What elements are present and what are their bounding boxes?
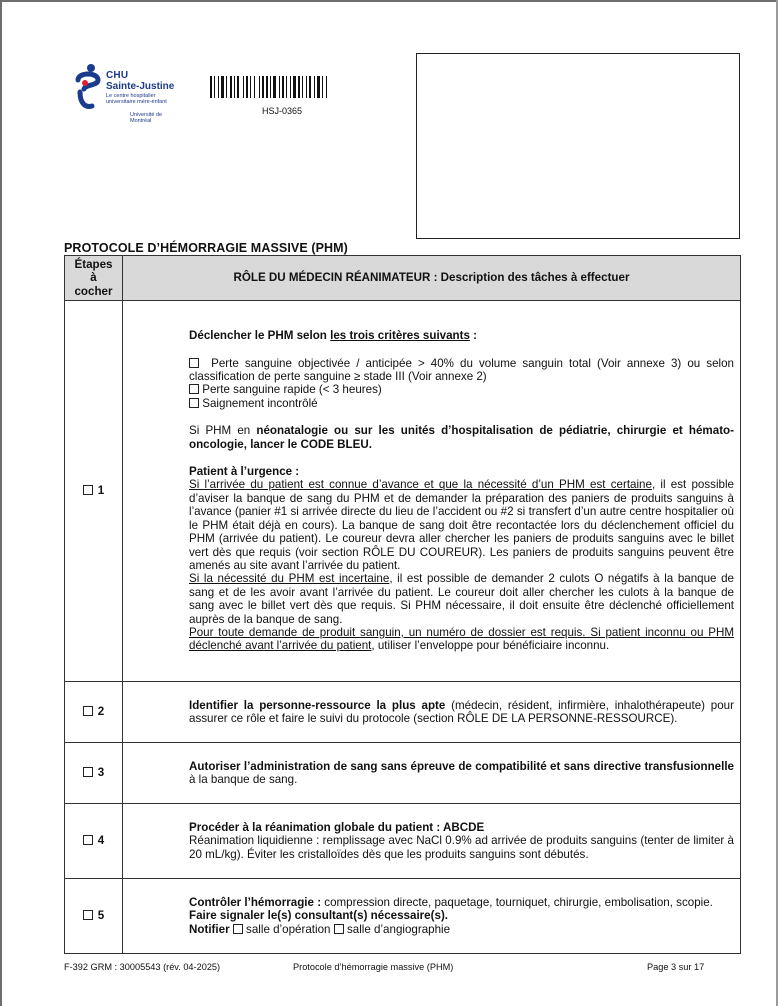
step-1-description xyxy=(123,301,741,682)
logo-figure-icon xyxy=(72,62,106,112)
header-steps-label: Étapes à cocher xyxy=(74,257,113,298)
step-number: 2 xyxy=(97,705,105,719)
step-4-description: Procéder à la réanimation globale du patient : ABCDE Réanimation liquidienne : remplissage avec NaCl 0.9% ad arrivée de produits sanguins (tenter de limiter à 20 mL/kg). Éviter les cristalloïdes dès que les produits sanguins sont débutés. xyxy=(123,804,741,879)
logo-tagline: Le centre hospitalier universitaire mère-enfant xyxy=(106,93,167,105)
step-5-cell xyxy=(65,879,123,954)
criterion-3: Saignement incontrôlé xyxy=(189,397,734,410)
operating-room-checkbox[interactable] xyxy=(233,924,243,934)
step-number: 4 xyxy=(97,834,105,848)
table-header-row xyxy=(65,256,741,301)
criterion-2-checkbox[interactable] xyxy=(189,384,199,394)
header-role: RÔLE DU MÉDECIN RÉANIMATEUR : Description des tâches à effectuer xyxy=(123,256,741,301)
step-3-checkbox[interactable] xyxy=(83,767,93,777)
criterion-1: Perte sanguine objectivée / anticipée > 40% du volume sanguin total (Voir annexe 3) ou selon classification de perte sanguine ≥ stade III (Voir annexe 2) xyxy=(189,356,734,384)
step-2-cell xyxy=(65,682,123,743)
step-3-cell xyxy=(65,743,123,804)
footer-document-name: Protocole d’hémorragie massive (PHM) xyxy=(293,962,454,972)
patient-identification-box xyxy=(416,53,740,239)
logo-name-line1: CHU xyxy=(106,70,129,81)
table-row xyxy=(65,301,741,682)
footer-page-number: Page 3 sur 17 xyxy=(647,962,705,972)
criterion-1-checkbox[interactable] xyxy=(189,358,199,368)
step-2-description: Identifier la personne-ressource la plus apte (médecin, résident, infirmière, inhalothérapeute) pour assurer ce rôle et faire le suivi du protocole (section RÔLE DE LA PERSONNE-RESSOURCE). xyxy=(123,682,741,743)
urgence-heading: Patient à l’urgence : xyxy=(189,465,300,479)
page-border-left xyxy=(0,0,2,1006)
step-4-cell xyxy=(65,804,123,879)
tasks-table xyxy=(64,255,741,954)
footer-form-code: F-392 GRM : 30005543 (rév. 04-2025) xyxy=(64,962,221,972)
urgence-paragraph-2: Si la nécessité du PHM est incertaine, il est possible de demander 2 culots O négatifs à la banque de sang et de les avoir avant l’arrivée du patient. Le coureur doit aller chercher les culots à la banque de sang avec le billet vert dès que requis. Si PHM nécessaire, il doit ensuite être déclenché officiellement auprès de la banque de sang. xyxy=(189,572,734,626)
step-number: 5 xyxy=(97,909,105,923)
urgence-paragraph-1: Si l’arrivée du patient est connue d’avance et que la nécessité d’un PHM est certaine, il est possible d’aviser la banque de sang du PHM et de demander la préparation des paniers de produits sanguins à l’avance (panier #1 si arrivée directe du lieu de l’accident ou #2 si transfert d’un autre centre hospitalier où le PHM était déjà en cours). La banque de sang doit être recontactée lors du déclenchement officiel du PHM (arrivée du patient). Le coureur devra aller chercher les paniers de produits sanguins avec le billet vert dès que requis (voir section RÔLE DU COUREUR). Les paniers de produits sanguins peuvent être amenés au site avant l’arrivée du patient. xyxy=(189,478,734,572)
trigger-criteria-intro: Déclencher le PHM selon les trois critères suivants : xyxy=(189,329,478,343)
table-row xyxy=(65,743,741,804)
angiography-room-checkbox[interactable] xyxy=(334,924,344,934)
step-5-description: Contrôler l’hémorragie : compression directe, paquetage, tourniquet, chirurgie, embolisation, scopie. Faire signaler le(s) consultant(s) nécessaire(s). Notifier salle d’opération salle d’angiographie xyxy=(123,879,741,954)
table-row xyxy=(65,879,741,954)
criterion-2: Perte sanguine rapide (< 3 heures) xyxy=(189,383,734,396)
chu-sainte-justine-logo xyxy=(72,62,182,132)
barcode-label: HSJ-0365 xyxy=(262,106,303,116)
page-border-top xyxy=(0,0,778,2)
table-row xyxy=(65,804,741,879)
step-5-checkbox[interactable] xyxy=(83,910,93,920)
step-number: 1 xyxy=(97,484,105,498)
document-title: PROTOCOLE D’HÉMORRAGIE MASSIVE (PHM) xyxy=(64,241,348,255)
barcode xyxy=(210,76,370,98)
header-steps xyxy=(65,256,123,301)
step-3-description: Autoriser l’administration de sang sans épreuve de compatibilité et sans directive transfusionnelle à la banque de sang. xyxy=(123,743,741,804)
step-number: 3 xyxy=(97,766,105,780)
notifier-line: Notifier salle d’opération salle d’angiographie xyxy=(189,922,451,936)
step-4-checkbox[interactable] xyxy=(83,835,93,845)
logo-name-line2: Sainte-Justine xyxy=(106,81,175,92)
step-1-cell xyxy=(65,301,123,682)
step-2-checkbox[interactable] xyxy=(83,706,93,716)
urgence-paragraph-3: Pour toute demande de produit sanguin, un numéro de dossier est requis. Si patient inconnu ou PHM déclenché avant l’arrivée du patient, utiliser l’enveloppe pour bénéficiaire inconnu. xyxy=(189,625,734,653)
logo-university: Université de Montréal xyxy=(130,112,163,124)
step-1-checkbox[interactable] xyxy=(83,485,93,495)
table-row xyxy=(65,682,741,743)
criterion-3-checkbox[interactable] xyxy=(189,398,199,408)
neonatal-note: Si PHM en néonatalogie ou sur les unités d’hospitalisation de pédiatrie, chirurgie et hémato-oncologie, lancer le CODE BLEU. xyxy=(189,424,734,451)
